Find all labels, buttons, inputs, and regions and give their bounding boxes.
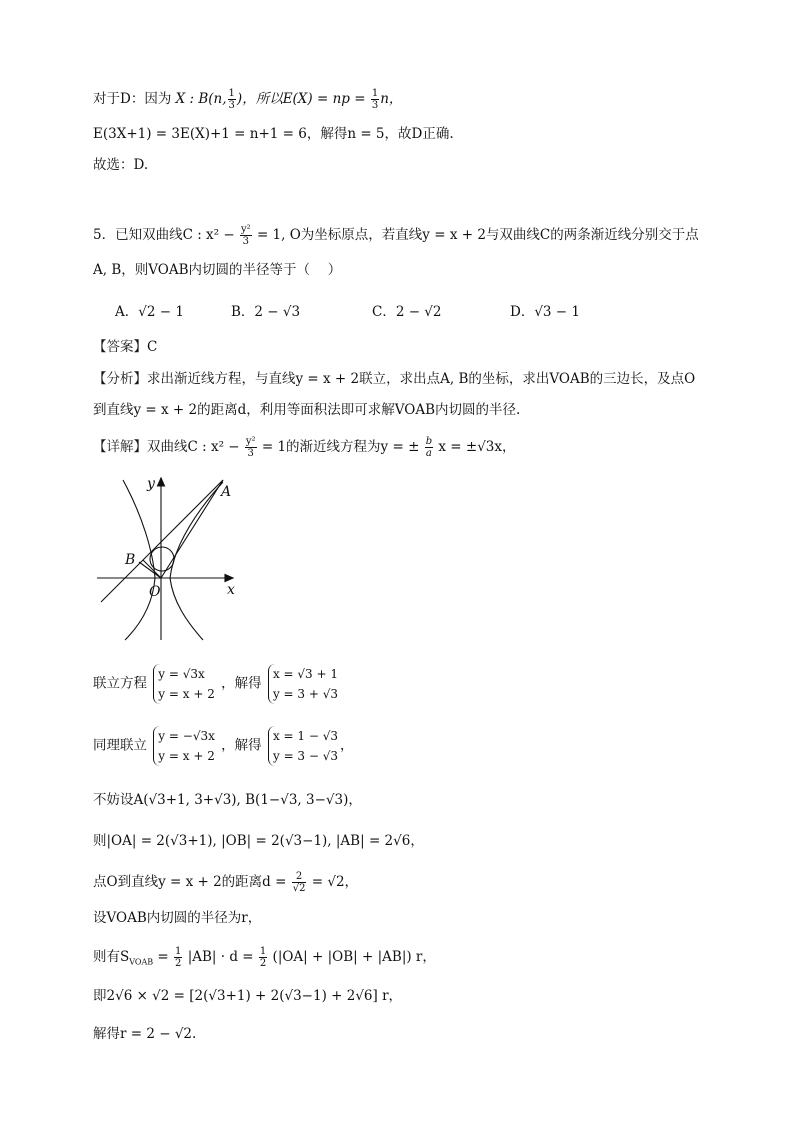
fraction <box>228 88 236 111</box>
eq: y = x + 2 <box>158 749 215 763</box>
text: = √2， <box>311 874 359 890</box>
solution-system <box>268 726 338 766</box>
text: 对于D：因为 <box>93 91 172 107</box>
text: x = ±√3x， <box>438 439 516 455</box>
hyperbola-right-branch <box>170 482 223 640</box>
eq: y = √3x <box>158 667 205 681</box>
analysis-tag: 【分析】 <box>93 371 147 387</box>
eq: y = 3 + √3 <box>272 687 339 701</box>
option-a: A．√2 − 1 <box>115 304 184 320</box>
fraction <box>245 436 257 459</box>
detail-tag: 【详解】 <box>93 439 147 455</box>
analysis-line1 <box>93 369 695 389</box>
den: 2 <box>175 958 182 969</box>
text: 5．已知双曲线C : x² − <box>93 227 235 243</box>
text: 求出渐近线方程，与直线y = x + 2联立，求出点A, B的坐标，求出VOAB的三边长，及点O <box>147 371 696 387</box>
text: |AB| · d = <box>187 949 254 965</box>
incircle <box>150 547 174 571</box>
answer-value: C <box>147 339 158 355</box>
line-y-x-plus-2 <box>101 480 223 602</box>
fraction <box>240 224 252 247</box>
eq: x = 1 − √3 <box>272 729 339 743</box>
eq: y = −√3x <box>158 729 215 743</box>
eq: y = 3 − √3 <box>272 749 339 763</box>
math: n， <box>380 91 403 107</box>
part-d-line1 <box>93 88 402 111</box>
den: √2 <box>292 883 306 894</box>
text: 则有S <box>93 949 130 965</box>
den: a <box>425 448 432 459</box>
eq: x = √3 + 1 <box>272 667 339 681</box>
detail-line1 <box>93 436 516 459</box>
q5-stem-line1 <box>93 224 699 247</box>
asymptote <box>143 560 161 578</box>
step-result: 解得r = 2 − √2. <box>93 1026 197 1042</box>
answer-tag: 【答案】 <box>93 339 147 355</box>
text: ，解得 <box>221 737 262 754</box>
den: 3 <box>242 236 249 247</box>
text: 同理联立 <box>93 737 147 754</box>
option-d: D．√3 − 1 <box>510 304 580 320</box>
den: 3 <box>247 448 254 459</box>
fraction <box>174 946 182 969</box>
hyperbola-figure <box>95 472 245 642</box>
label-b: B <box>125 552 136 568</box>
num: y² <box>245 436 256 447</box>
text: 联立方程 <box>93 675 147 692</box>
step-assume: 不妨设A(√3+1, 3+√3), B(1−√3, 3−√3)， <box>93 792 362 808</box>
eq: y = x + 2 <box>158 687 215 701</box>
math: X : B(n, <box>175 91 227 107</box>
solution-system <box>268 664 338 704</box>
step-lengths: 则|OA| = 2(√3+1), |OB| = 2(√3−1), |AB| = 2√6， <box>93 833 424 849</box>
text: ， <box>340 737 354 754</box>
text: 点O到直线y = x + 2的距离d = <box>93 874 287 890</box>
num: 1 <box>228 88 235 99</box>
y-axis-arrow <box>158 478 165 486</box>
text: 双曲线C : x² − <box>147 439 240 455</box>
fraction <box>371 88 379 111</box>
option-c: C．2 − √2 <box>372 304 442 320</box>
label-x: x <box>227 582 235 598</box>
analysis-line2: 到直线y = x + 2的距离d，利用等面积法即可求解VOAB内切圆的半径. <box>93 402 521 418</box>
text: = 1, O为坐标原点，若直线y = x + 2与双曲线C的两条渐近线分别交于点 <box>256 227 699 243</box>
label-a: A <box>221 484 232 500</box>
label-y: y <box>147 476 155 492</box>
subscript: VOAB <box>129 957 154 967</box>
x-axis-arrow <box>225 575 233 582</box>
text: = <box>157 949 169 965</box>
equation-system <box>153 726 215 766</box>
step-area <box>93 946 436 973</box>
num: 1 <box>259 946 267 957</box>
answer-line <box>93 337 157 357</box>
solve-line2 <box>93 726 354 766</box>
fraction <box>425 436 433 459</box>
den: 2 <box>259 958 267 969</box>
den: 3 <box>228 100 235 111</box>
asymptote <box>161 480 223 578</box>
num: y² <box>240 224 251 235</box>
text: = 1的渐近线方程为y = ± <box>261 439 420 455</box>
text: ，解得 <box>221 675 262 692</box>
q5-stem-line2: A, B，则VOAB内切圆的半径等于（ ） <box>93 262 342 278</box>
text: (|OA| + |OB| + |AB|) r， <box>272 949 436 965</box>
num: 1 <box>371 88 379 99</box>
den: 3 <box>371 100 379 111</box>
label-o: O <box>149 584 161 600</box>
solve-line1 <box>93 664 340 704</box>
num: 2 <box>292 871 307 883</box>
fraction <box>292 871 307 894</box>
part-d-line2: E(3X+1) = 3E(X)+1 = n+1 = 6，解得n = 5，故D正确. <box>93 126 454 142</box>
math: )，所以E(X) = np = <box>236 91 366 107</box>
option-b: B．2 − √3 <box>231 304 301 320</box>
step-equation: 即2√6 × √2 = [2(√3+1) + 2(√3−1) + 2√6] r， <box>93 988 403 1004</box>
fraction <box>259 946 267 969</box>
num: 1 <box>175 946 182 957</box>
step-radius: 设VOAB内切圆的半径为r， <box>93 910 262 926</box>
step-distance <box>93 871 358 894</box>
num: b <box>425 436 433 447</box>
equation-system <box>153 664 215 704</box>
part-d-conclusion: 故选：D. <box>93 157 149 173</box>
